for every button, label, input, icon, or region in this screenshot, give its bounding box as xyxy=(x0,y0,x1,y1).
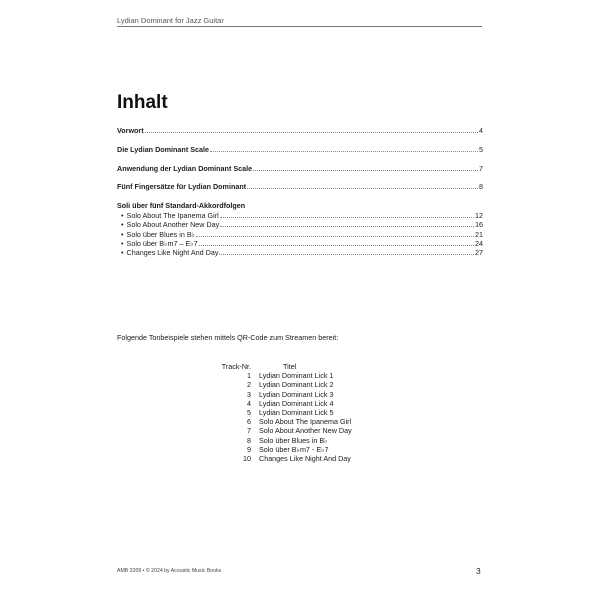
track-number: 6 xyxy=(247,417,251,427)
toc-subentry[interactable] xyxy=(121,239,483,248)
footer-page-number: 3 xyxy=(476,566,481,576)
track-title: Lydian Dominant Lick 1 xyxy=(259,371,334,381)
toc-subentry[interactable] xyxy=(121,230,483,239)
toc-subentry-page: 21 xyxy=(475,230,483,239)
toc-entry-title: Die Lydian Dominant Scale xyxy=(117,145,209,154)
track-title: Solo About Another New Day xyxy=(259,426,352,436)
bullet: • xyxy=(121,230,124,239)
track-number: 7 xyxy=(247,426,251,436)
track-title: Solo über Blues in B♭ xyxy=(259,435,328,445)
toc-subentry-title: Solo über Blues in B♭ xyxy=(126,230,196,239)
toc-subentry[interactable] xyxy=(121,248,483,257)
track-number: 8 xyxy=(247,435,251,445)
dot-leader xyxy=(210,151,478,152)
audio-intro-text: Folgende Tonbeispiele stehen mittels QR-Code zum Streamen bereit: xyxy=(117,333,339,342)
track-title: Lydian Dominant Lick 4 xyxy=(259,398,334,408)
toc-entry-page: 5 xyxy=(479,145,483,154)
track-number: 2 xyxy=(247,380,251,390)
track-row xyxy=(210,426,352,435)
track-row xyxy=(210,417,352,426)
toc-subentry[interactable] xyxy=(121,220,483,229)
toc-subentry-page: 27 xyxy=(475,248,483,257)
track-row xyxy=(210,371,352,380)
toc-entry-title: Vorwort xyxy=(117,126,144,135)
dot-leader xyxy=(145,132,478,133)
toc-entry-page: 8 xyxy=(479,182,483,191)
track-number: 1 xyxy=(247,371,251,381)
dot-leader xyxy=(247,188,478,189)
track-number: 9 xyxy=(247,444,251,454)
bullet: • xyxy=(121,248,124,257)
toc-entry-page: 4 xyxy=(479,126,483,135)
toc-section-heading: Soli über fünf Standard-Akkordfolgen xyxy=(117,201,246,210)
toc-subentry-page: 24 xyxy=(475,239,483,248)
track-row xyxy=(210,380,352,389)
track-row xyxy=(210,454,352,463)
toc-subentry-page: 16 xyxy=(475,220,483,229)
track-title: Solo über B♭m7 - E♭7 xyxy=(259,444,329,454)
track-title: Lydian Dominant Lick 2 xyxy=(259,380,334,390)
toc-entry[interactable] xyxy=(117,126,483,135)
footer-copyright: AMB 3209 • © 2024 by Acoustic Music Books xyxy=(117,568,222,574)
dot-leader xyxy=(196,236,474,237)
track-list xyxy=(210,362,352,463)
toc-subentry-title: Changes Like Night And Day xyxy=(126,248,219,257)
toc-subentry[interactable] xyxy=(121,211,483,220)
track-title: Changes Like Night And Day xyxy=(259,454,351,464)
toc-entry-title: Anwendung der Lydian Dominant Scale xyxy=(117,164,253,173)
toc-entry-title: Fünf Fingersätze für Lydian Dominant xyxy=(117,182,247,191)
toc-subentry-title: Solo About The Ipanema Girl xyxy=(126,211,219,220)
toc-subentry-page: 12 xyxy=(475,211,483,220)
toc-subentry-title: Solo About Another New Day xyxy=(126,220,220,229)
track-row xyxy=(210,399,352,408)
track-number-header: Track-Nr. xyxy=(221,362,251,371)
bullet: • xyxy=(121,220,124,229)
track-title: Lydian Dominant Lick 3 xyxy=(259,389,334,399)
dot-leader xyxy=(253,170,478,171)
toc-entry[interactable] xyxy=(117,164,483,173)
dot-leader xyxy=(199,245,474,246)
toc-entry[interactable] xyxy=(117,145,483,154)
toc-subentry-title: Solo über B♭m7 – E♭7 xyxy=(126,239,198,248)
toc-entry-page: 7 xyxy=(479,164,483,173)
track-number: 3 xyxy=(247,389,251,399)
toc-entry[interactable] xyxy=(117,182,483,191)
bullet: • xyxy=(121,239,124,248)
track-number: 5 xyxy=(247,408,251,418)
track-number: 10 xyxy=(243,454,251,464)
track-list-header xyxy=(210,362,352,371)
dot-leader xyxy=(220,226,474,227)
track-title: Lydian Dominant Lick 5 xyxy=(259,408,334,418)
running-header: Lydian Dominant for Jazz Guitar xyxy=(117,16,482,27)
track-number: 4 xyxy=(247,398,251,408)
track-row xyxy=(210,390,352,399)
track-title-header: Titel xyxy=(283,362,297,371)
track-row xyxy=(210,408,352,417)
track-row xyxy=(210,436,352,445)
dot-leader xyxy=(220,217,474,218)
page-title: Inhalt xyxy=(117,92,168,113)
track-row xyxy=(210,445,352,454)
bullet: • xyxy=(121,211,124,220)
track-title: Solo About The Ipanema Girl xyxy=(259,417,352,427)
dot-leader xyxy=(219,254,474,255)
